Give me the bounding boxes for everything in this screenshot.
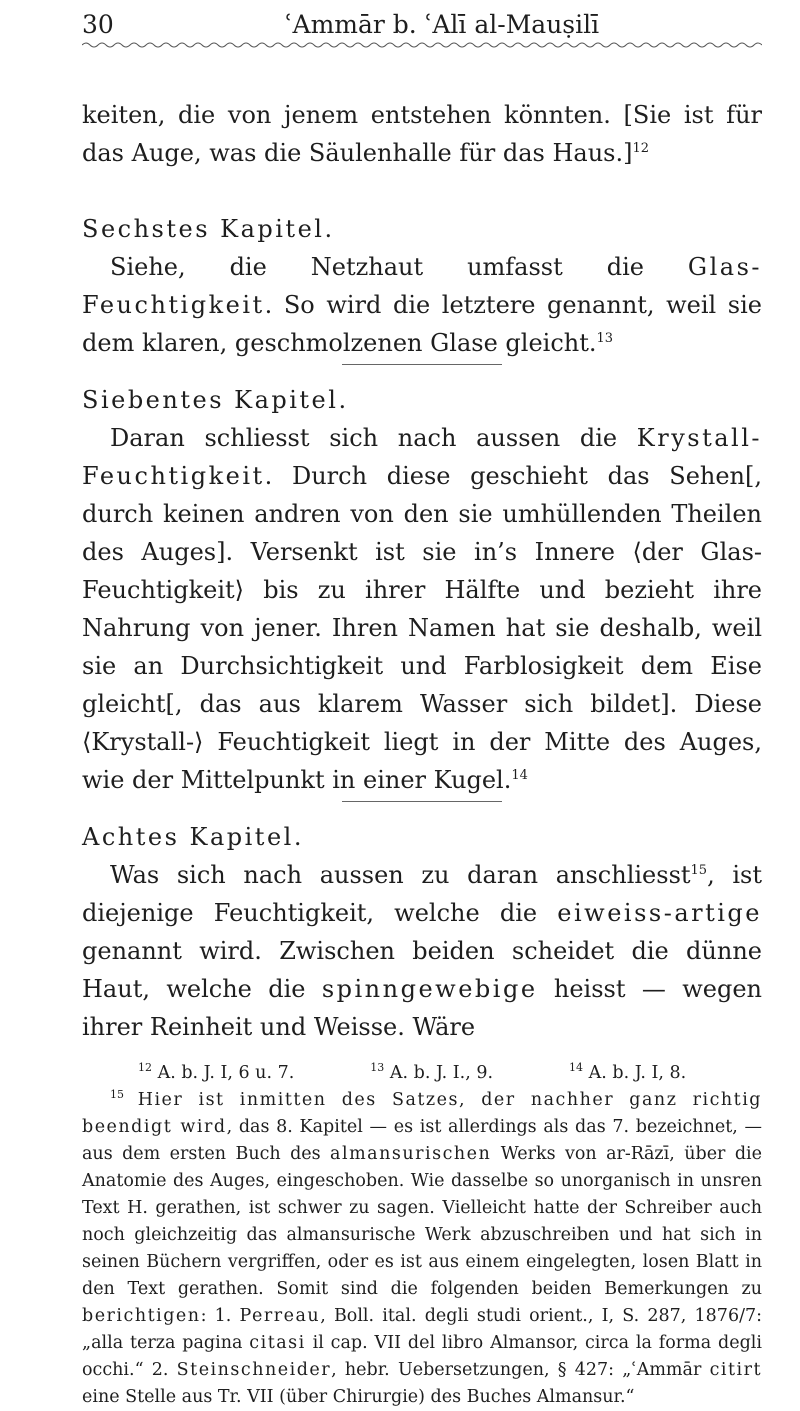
paragraph-chapter-8: Was sich nach aussen zu daran anschliesst$^{15}$, ist diejenige Feuchtigkeit, welche die eiweiss-artige genannt wird. Zwischen beiden scheidet die dünne Haut, welche die spinngewebige heisst — wegen ihrer Reinheit und Weisse. Wäre [82, 861, 762, 1041]
footnotes [82, 1060, 762, 1411]
section-divider [342, 364, 502, 365]
page-number: 30 [82, 10, 114, 39]
footnote-15: $^{15}$ Hier ist inmitten des Satzes, der nachher ganz richtig beendigt wird, das 8. Kapitel — es ist allerdings als das 7. bezeichnet, — aus dem ersten Buch des almansurischen Werks von ar-Rāzī, über die Anatomie des Auges, eingeschoben. Wie dasselbe so unorganisch in unsren Text H. gerathen, ist schwer zu sagen. Vielleicht hatte der Schreiber auch noch gleichzeitig das almansurische Werk abzuschreiben und hat sich in seinen Büchern vergriffen, oder es ist aus einem eingelegten, losen Blatt in den Text gerathen. Somit sind die folgenden beiden Bemerkungen zu berichtigen: 1. Perreau, Boll. ital. degli studi orient., I, S. 287, 1876/7: „alla terza pagina citasi il cap. VII del libro Almansor, circa la forma degli occhi.“ 2. Steinschneider, hebr. Uebersetzungen, § 427: „ʿAmmār citirt eine Stelle aus Tr. VII (über Chirurgie) des Buches Almansur.“ [82, 1088, 763, 1407]
section-divider [342, 801, 502, 802]
paragraph-continuation: keiten, die von jenem entstehen könnten. [Sie ist für das Auge, was die Säulenhalle für das Haus.]$^{12}$ [82, 101, 762, 167]
wavy-header-rule [82, 40, 762, 50]
chapter-heading-6: Sechstes Kapitel. [82, 215, 335, 243]
footnote-14: $^{14}$ A. b. J. I, 8. [569, 1061, 687, 1083]
footnote-13: $^{13}$ A. b. J. I., 9. [370, 1061, 494, 1083]
chapter-heading-8: Achtes Kapitel. [82, 823, 304, 851]
footnote-row-short [82, 1060, 762, 1087]
footnote-12: $^{12}$ A. b. J. I, 6 u. 7. [138, 1061, 295, 1083]
running-title: ʿAmmār b. ʿAlī al-Mauṣilī [284, 10, 600, 39]
chapter-heading-7: Siebentes Kapitel. [82, 386, 349, 414]
paragraph-chapter-6: Siehe, die Netzhaut umfasst die Glas-Feuchtigkeit. So wird die letztere genannt, weil sie dem klaren, geschmolzenen Glase gleicht.$^{13}$ [82, 253, 762, 357]
main-text [82, 96, 762, 1046]
paragraph-chapter-7: Daran schliesst sich nach aussen die Krystall-Feuchtigkeit. Durch diese geschieht das Sehen[, durch keinen andren von den sie umhüllenden Theilen des Auges]. Versenkt ist sie in’s Innere ⟨der Glas-Feuchtigkeit⟩ bis zu ihrer Hälfte und bezieht ihre Nahrung von jener. Ihren Namen hat sie deshalb, weil sie an Durchsichtigkeit und Farblosigkeit dem Eise gleicht[, das aus klarem Wasser sich bildet]. Diese ⟨Krystall-⟩ Feuchtigkeit liegt in der Mitte des Auges, wie der Mittelpunkt in einer Kugel.$^{14}$ [82, 424, 762, 794]
